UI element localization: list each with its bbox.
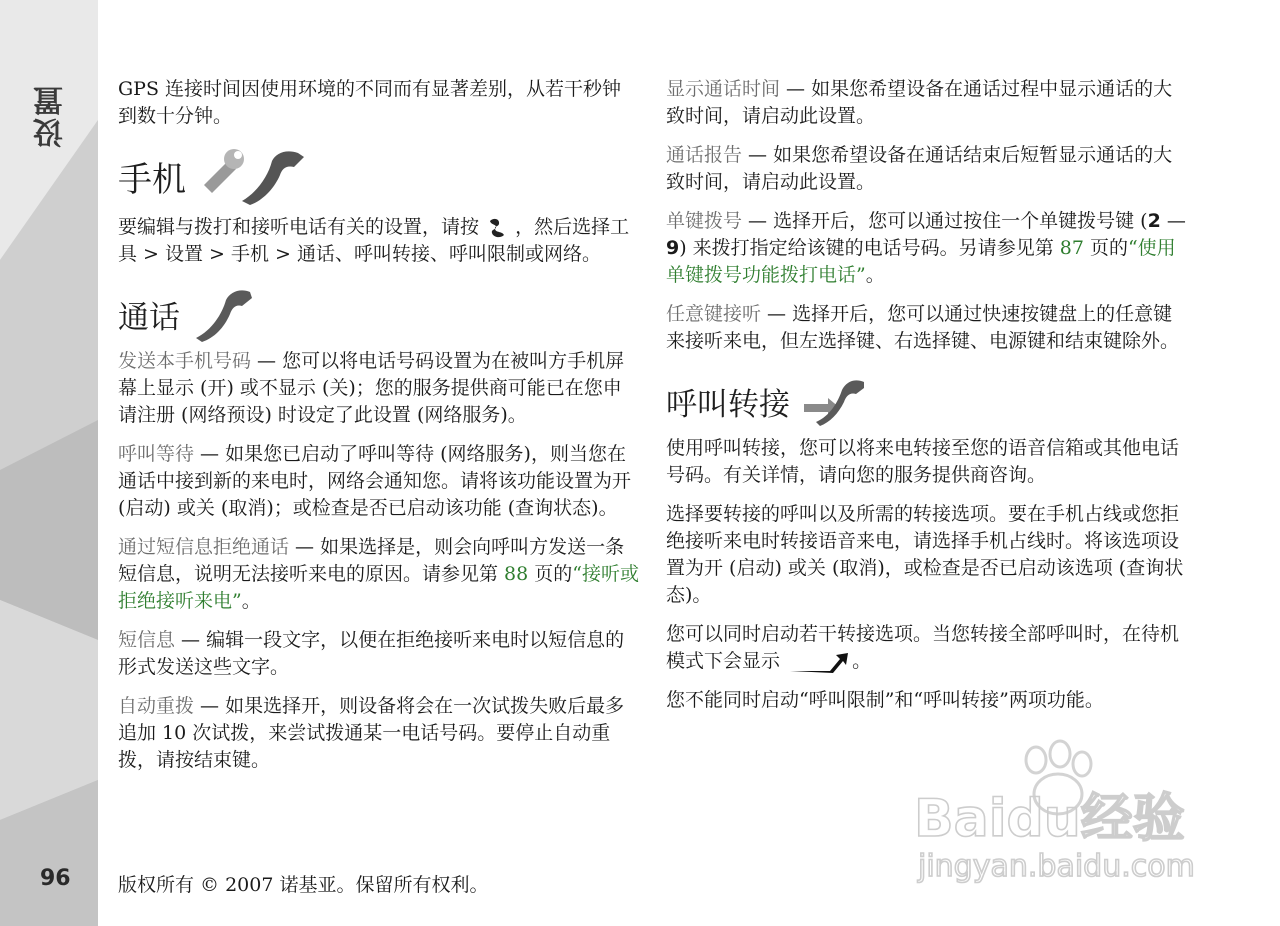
desc-reject-sms-b: 页的 [528, 563, 573, 585]
menu-key-icon [485, 217, 509, 239]
setting-speed-dial [666, 208, 1190, 289]
section-label: 设置 [34, 84, 69, 148]
phone-paragraph [118, 214, 640, 268]
heading-call-divert [666, 373, 1190, 429]
divert-text-a: 您可以同时启动若干转接选项。当您转接全部呼叫时，在待机模式下会显示 [666, 623, 1180, 672]
setting-show-duration [666, 76, 1190, 130]
setting-call-summary [666, 142, 1190, 196]
divert-paragraph-3 [666, 621, 1190, 675]
term-any-key-answer: 任意键接听 [666, 303, 762, 325]
desc-speed-dial-c: 页的 [1083, 237, 1128, 259]
key-range-dash: — [1160, 210, 1186, 232]
key-2-icon: 2 [1147, 210, 1161, 232]
divert-text-b: 。 [852, 650, 872, 672]
copyright-footer: 版权所有 © 2007 诺基亚。保留所有权利。 [118, 874, 489, 896]
left-column [118, 76, 640, 786]
heading-phone [118, 144, 640, 208]
setting-send-number [118, 348, 640, 429]
divert-paragraph-2: 选择要转接的呼叫以及所需的转接选项。要在手机占线或您拒绝接听来电时转接语音来电，请选择手机占线时。将该选项设置为开 (启动) 或关 (取消)，或检查是否已启动该选项 (查询状态)。 [666, 503, 1184, 606]
watermark-url: jingyan.baidu.com [918, 849, 1195, 884]
phone-text-a: 要编辑与拨打和接听电话有关的设置，请按 [118, 216, 480, 238]
desc-reject-sms-c: 。 [241, 590, 261, 612]
term-call-waiting: 呼叫等待 [118, 443, 195, 465]
link-answer-reject[interactable]: “接听或拒绝接听来电” [118, 563, 639, 612]
term-call-summary: 通话报告 [666, 144, 743, 166]
call-divert-icon [802, 376, 866, 426]
desc-call-summary: — 如果您希望设备在通话结束后短暂显示通话的大致时间，请启动此设置。 [666, 144, 1173, 193]
desc-show-duration: — 如果您希望设备在通话过程中显示通话的大致时间，请启动此设置。 [666, 78, 1173, 127]
term-sms-text: 短信息 [118, 629, 176, 651]
desc-call-waiting: — 如果您已启动了呼叫等待 (网络服务)，则当您在通话中接到新的来电时，网络会通知您。请将该功能设置为开 (启动) 或关 (取消)；或检查是否已启动该功能 (查询状态)。 [118, 443, 632, 519]
divert-arrow-icon [786, 649, 852, 675]
heading-call [118, 286, 640, 342]
setting-call-waiting [118, 441, 640, 522]
page-ref-88[interactable]: 88 [504, 563, 529, 585]
heading-call-text: 通话 [118, 299, 180, 336]
wrench-phone-icon [198, 147, 310, 205]
baidu-watermark [908, 738, 1208, 888]
divert-paragraph-4: 您不能同时启动“呼叫限制”和“呼叫转接”两项功能。 [666, 689, 1104, 711]
section-sidebar [0, 0, 98, 926]
setting-any-key-answer [666, 301, 1190, 355]
desc-send-number: — 您可以将电话号码设置为在被叫方手机屏幕上显示 (开) 或不显示 (关)；您的服务提供商可能已在您申请注册 (网络预设) 时设定了此设置 (网络服务)。 [118, 350, 625, 426]
setting-auto-redial [118, 693, 640, 774]
term-reject-sms: 通过短信息拒绝通话 [118, 536, 290, 558]
desc-any-key-answer: — 选择开后，您可以通过快速按键盘上的任意键来接听来电，但左选择键、右选择键、电源键和结束键除外。 [666, 303, 1180, 352]
page-ref-87[interactable]: 87 [1059, 237, 1084, 259]
term-speed-dial: 单键拨号 [666, 210, 743, 232]
desc-reject-sms-a: — 如果选择是，则会向呼叫方发送一条短信息，说明无法接听来电的原因。请参见第 [118, 536, 625, 585]
setting-sms-text [118, 627, 640, 681]
phone-handset-icon [192, 286, 254, 342]
heading-call-divert-text: 呼叫转接 [666, 386, 790, 423]
term-send-number: 发送本手机号码 [118, 350, 252, 372]
desc-auto-redial: — 如果选择开，则设备将会在一次试拨失败后最多追加 10 次试拨，来尝试拨通某一电话号码。要停止自动重拨，请按结束键。 [118, 695, 625, 771]
desc-sms-text: — 编辑一段文字，以便在拒绝接听来电时以短信息的形式发送这些文字。 [118, 629, 625, 678]
setting-reject-sms [118, 534, 640, 615]
key-9-icon: 9 [666, 237, 680, 259]
watermark-brand: Baidu经验 [914, 789, 1185, 849]
desc-speed-dial-b: ) 来拨打指定给该键的电话号码。另请参见第 [679, 237, 1060, 259]
phone-text-b: ，然后选择工具 > 设置 > 手机 > 通话、呼叫转接、呼叫限制或网络。 [118, 216, 630, 265]
desc-speed-dial-d: 。 [865, 264, 885, 286]
term-auto-redial: 自动重拨 [118, 695, 195, 717]
desc-speed-dial-a: — 选择开后，您可以通过按住一个单键拨号键 ( [742, 210, 1148, 232]
heading-phone-text: 手机 [118, 159, 186, 200]
divert-paragraph-1: 使用呼叫转接，您可以将来电转接至您的语音信箱或其他电话号码。有关详情，请向您的服务提供商咨询。 [666, 437, 1180, 486]
page-number: 96 [40, 866, 71, 891]
term-show-duration: 显示通话时间 [666, 78, 781, 100]
right-column [666, 76, 1190, 726]
gps-paragraph: GPS 连接时间因使用环境的不同而有显著差别，从若干秒钟到数十分钟。 [118, 78, 622, 127]
link-speed-dial[interactable]: “使用单键拨号功能拨打电话” [666, 237, 1176, 286]
